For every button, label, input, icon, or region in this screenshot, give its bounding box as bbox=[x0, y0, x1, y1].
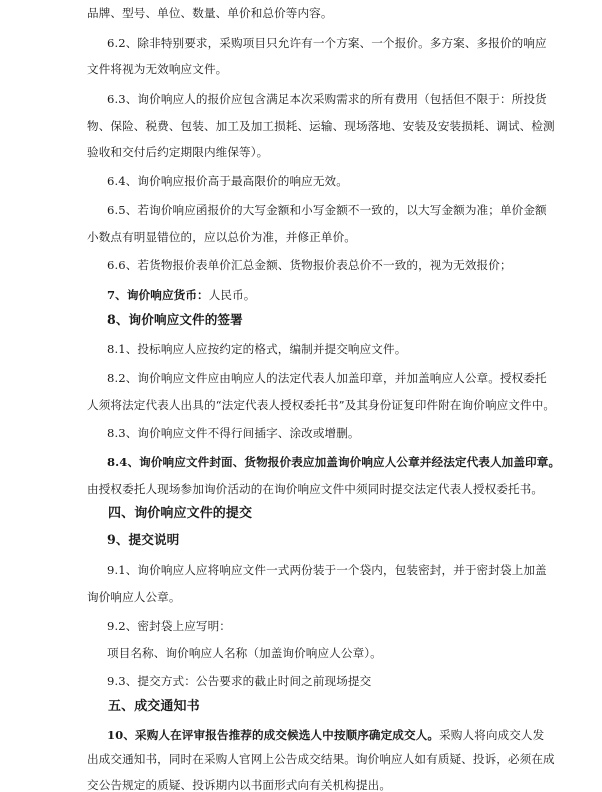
text-line: 项目名称、询价响应人名称（加盖询价响应人公章）。 bbox=[107, 646, 382, 660]
text-line: 文件将视为无效响应文件。 bbox=[87, 62, 228, 76]
text-line: 出成交通知书，同时在采购人官网上公告成交结果。询价响应人如有质疑、投诉，必须在成 bbox=[87, 752, 555, 766]
clause-8-1: 8.1、投标响应人应按约定的格式，编制并提交响应文件。 bbox=[107, 342, 407, 356]
clause-8-2: 8.2、询价响应文件应由响应人的法定代表人加盖印章，并加盖响应人公章。授权委托 bbox=[107, 371, 547, 385]
clause-9-1: 9.1、询价响应人应将响应文件一式两份装于一个袋内，包装密封，并于密封袋上加盖 bbox=[107, 563, 547, 577]
clause-9-2: 9.2、密封袋上应写明： bbox=[107, 619, 231, 633]
heading-8: 8、询价响应文件的签署 bbox=[107, 312, 243, 327]
clause-8-3: 8.3、询价响应文件不得行间插字、涂改或增删。 bbox=[107, 426, 360, 440]
text-line: 交公告规定的质疑、投诉期内以书面形式向有关机构提出。 bbox=[87, 778, 392, 792]
award-text: 采购人将向成交人发 bbox=[439, 728, 545, 742]
text-line: 物、保险、税费、包装、加工及加工损耗、运输、现场落地、安装及安装损耗、调试、检测 bbox=[87, 119, 555, 133]
section-heading-5: 五、成交通知书 bbox=[108, 699, 200, 714]
section-heading-4: 四、询价响应文件的提交 bbox=[108, 506, 253, 521]
text-line: 人须将法定代表人出具的“法定代表人授权委托书”及其身份证复印件附在询价响应文件中。 bbox=[87, 398, 556, 412]
clause-6-4: 6.4、询价响应报价高于最高限价的响应无效。 bbox=[107, 174, 348, 188]
text-line: 询价响应人公章。 bbox=[87, 590, 181, 604]
clause-6-5: 6.5、若询价响应函报价的大写金额和小写金额不一致的，以大写金额为准；单价金额 bbox=[107, 203, 547, 217]
award-bold-text: 10、采购人在评审报告推荐的成交候选人中按顺序确定成交人。 bbox=[107, 728, 440, 742]
currency-value: 人民币。 bbox=[208, 288, 256, 302]
clause-7 bbox=[107, 288, 256, 302]
clause-9-3: 9.3、提交方式：公告要求的截止时间之前现场提交 bbox=[107, 674, 372, 688]
currency-label: 7、询价响应货币： bbox=[107, 288, 209, 302]
text-line: 验收和交付后约定期限内维保等）。 bbox=[87, 145, 269, 159]
clause-6-2: 6.2、除非特别要求，采购项目只允许有一个方案、一个报价。多方案、多报价的响应 bbox=[107, 36, 547, 50]
text-line: 小数点有明显错位的，应以总价为准，并修正单价。 bbox=[87, 230, 356, 244]
clause-6-3: 6.3、询价响应人的报价应包含满足本次采购需求的所有费用（包括但不限于：所投货 bbox=[107, 92, 547, 106]
clause-10 bbox=[107, 728, 544, 742]
text-line: 品牌、型号、单位、数量、单价和总价等内容。 bbox=[87, 6, 333, 20]
heading-9: 9、提交说明 bbox=[107, 532, 180, 547]
text-line: 由授权委托人现场参加询价活动的在询价响应文件中须同时提交法定代表人授权委托书。 bbox=[87, 482, 544, 496]
clause-8-4: 8.4、询价响应文件封面、货物报价表应加盖询价响应人公章并经法定代表人加盖印章。 bbox=[107, 455, 561, 469]
clause-6-6: 6.6、若货物报价表单价汇总金额、货物报价表总价不一致的，视为无效报价； bbox=[107, 258, 512, 272]
